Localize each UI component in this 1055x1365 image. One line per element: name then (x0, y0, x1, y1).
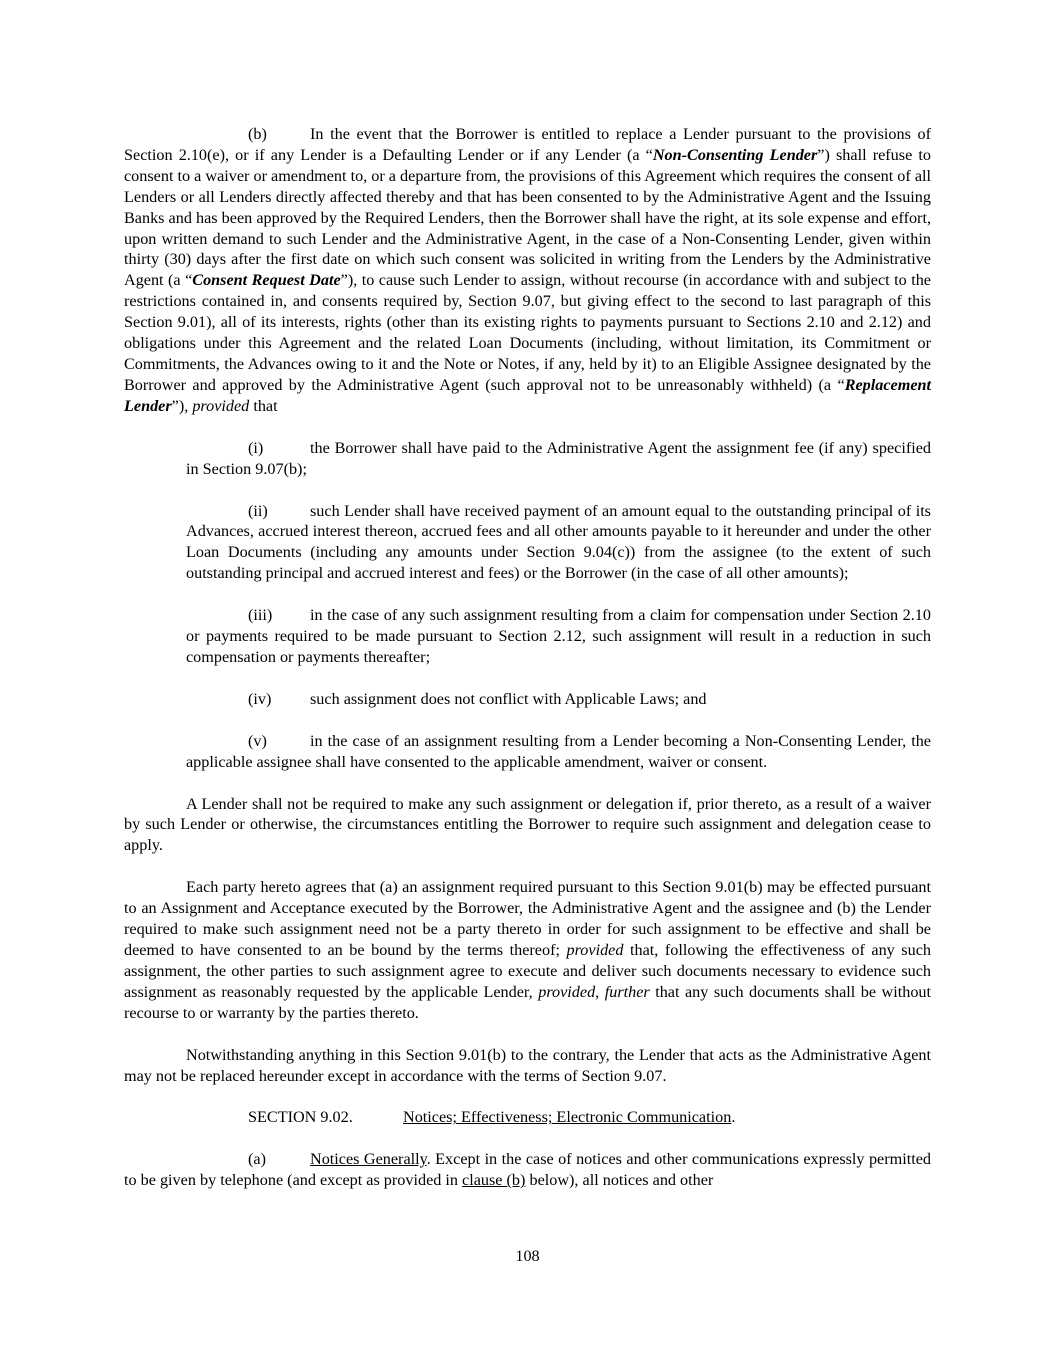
list-item-label: (v) (248, 731, 267, 750)
list-item-label: (i) (248, 438, 264, 457)
provided-italic: provided (192, 396, 250, 415)
paragraph-b (124, 124, 931, 417)
paragraph-label: (b) (248, 125, 267, 143)
paragraph-text: . Except in the case of notices and other communications expressly permitted to be given by telephone (and except as provided in (124, 1150, 931, 1190)
section-title: Notices; Effectiveness; Electronic Communication (403, 1108, 732, 1127)
list-item-text: in the case of any such assignment resulting from a claim for compensation under Section 2.10 or payments required to be made pursuant to Section 2.12, such assignment will result in a reduction in such compensation or payments thereafter; (186, 606, 931, 666)
list-item-label: (ii) (248, 501, 268, 520)
paragraph-lender-not-required: A Lender shall not be required to make any such assignment or delegation if, prior thereto, as a result of a waiver by such Lender or otherwise, the circumstances entitling the Borrower to require such assignment and delegation cease to apply. (124, 794, 931, 855)
further-italic: further (604, 982, 650, 1001)
list-item (186, 501, 931, 585)
list-item (186, 605, 931, 668)
clause-reference: clause (b) (462, 1171, 526, 1190)
section-number: SECTION 9.02. (248, 1108, 353, 1127)
defined-term-replacement-lender: Replacement Lender (124, 375, 931, 415)
list-item-text: the Borrower shall have paid to the Administrative Agent the assignment fee (if any) specified in Section 9.07(b); (186, 438, 931, 478)
paragraph-notwithstanding: Notwithstanding anything in this Section 9.01(b) to the contrary, the Lender that acts as the Administrative Agent may not be replaced hereunder except in accordance with the terms of Section 9.07. (124, 1045, 931, 1085)
paragraph-text: ”), (171, 396, 193, 415)
page-number: 108 (515, 1247, 540, 1265)
document-page (124, 124, 931, 1191)
list-item (186, 438, 931, 480)
section-title-period: . (731, 1108, 736, 1127)
paragraph-heading: Notices Generally (310, 1150, 427, 1169)
list-item-text: such Lender shall have received payment of an amount equal to the outstanding principal of its Advances, accrued interest thereon, accrued fees and all other amounts payable to it hereunder and under the other Loan Documents (including any amounts under Section 9.04(c)) from the assignee (to the extent of such outstanding principal and accrued interest and fees) or the Borrower (in the case of all other amounts); (186, 501, 931, 583)
paragraph-text: below), all notices and other (525, 1171, 714, 1190)
paragraph-label: (a) (248, 1150, 266, 1169)
paragraph-text: that any such documents shall be without recourse to or warranty by the parties thereto. (124, 982, 932, 1022)
paragraph-text: that (249, 396, 278, 415)
paragraph-text: In the event that the Borrower is entitled to replace a Lender pursuant to the provisions of Section 2.10(e), or if any Lender is a Defaulting Lender or if any Lender (a “ (124, 125, 931, 164)
defined-term-non-consenting-lender: Non-Consenting Lender (652, 145, 818, 164)
paragraph-text: that, following the effectiveness of any such assignment, the other parties to such assignment agree to execute and deliver such documents necessary to evidence such assignment as reasonably requested by the applicable Lender, (124, 941, 931, 1001)
list-item-text: such assignment does not conflict with Applicable Laws; and (310, 689, 707, 708)
section-heading (124, 1107, 931, 1128)
list-item-text: in the case of an assignment resulting from a Lender becoming a Non-Consenting Lender, the applicable assignee shall have consented to the applicable amendment, waiver or consent. (186, 731, 931, 771)
defined-term-consent-request-date: Consent Request Date (192, 271, 341, 290)
paragraph-text: Each party hereto agrees that (a) an assignment required pursuant to this Section 9.01(b) may be effected pursuant to an Assignment and Acceptance executed by the Borrower, the Administrative Agent and the assignee and (b) the Lender required to make such assignment need not be a party thereto in order for such assignment to be effective and shall be deemed to have consented to an be bound by the terms thereof; (124, 878, 931, 959)
paragraph-text: , (595, 982, 605, 1001)
provided-italic: provided (538, 982, 596, 1001)
provided-italic: provided (566, 941, 624, 959)
list-item-label: (iii) (248, 606, 273, 625)
paragraph-a (124, 1149, 931, 1191)
paragraph-text: ”) shall refuse to consent to a waiver or amendment to, or a departure from, the provisions of this Agreement which requires the consent of all Lenders or all Lenders directly affected thereby and that has been consented to by the Administrative Agent and the Issuing Banks and has been approved by the Required Lenders, then the Borrower shall have the right, at its sole expense and effort, upon written demand to such Lender and the Administrative Agent, in the case of a Non-Consenting Lender, given within thirty (30) days after the first date on which such consent was solicited in writing from the Lenders by the Administrative Agent (a “ (124, 145, 931, 290)
paragraph-each-party (124, 877, 931, 1023)
list-item-label: (iv) (248, 689, 272, 708)
list-item (186, 731, 931, 773)
paragraph-text: ”), to cause such Lender to assign, without recourse (in accordance with and subject to the restrictions contained in, and consents required by, Section 9.07, but giving effect to the second to last paragraph of this Section 9.01), all of its interests, rights (other than its existing rights to payments pursuant to Sections 2.10 and 2.12) and obligations under this Agreement and the related Loan Documents (including, without limitation, its Commitment or Commitments, the Advances owing to it and the Note or Notes, if any, held by it) to an Eligible Assignee designated by the Borrower and approved by the Administrative Agent (such approval not to be unreasonably withheld) (a “ (124, 271, 931, 394)
list-item (186, 689, 931, 710)
